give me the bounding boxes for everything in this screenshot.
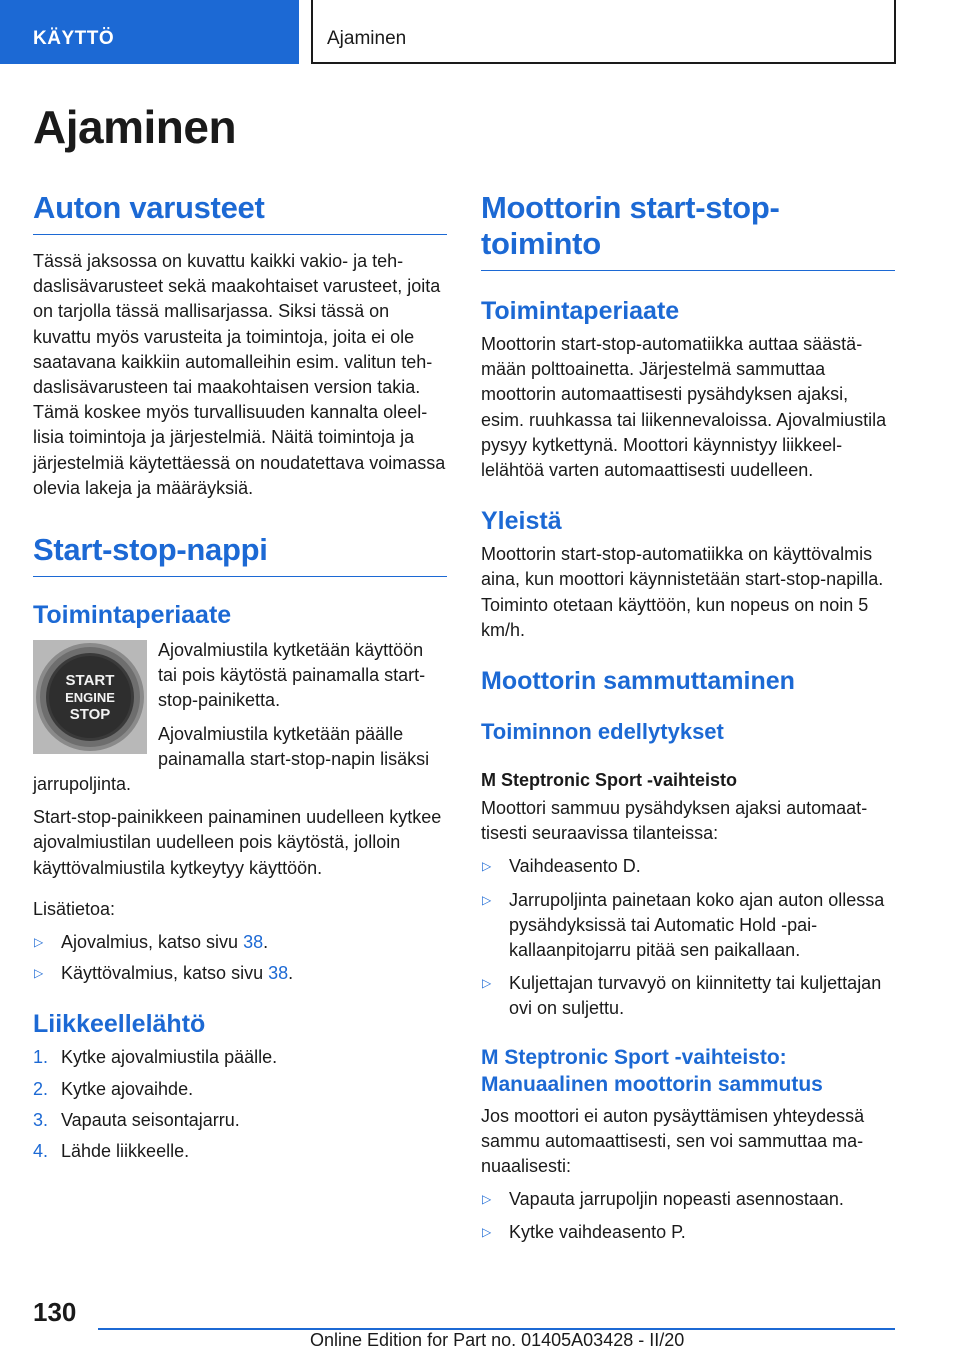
heading-engine-off: Moottorin sammuttaminen [481,667,795,696]
page-title: Ajaminen [33,101,237,153]
manual-steps-list [481,1187,895,1245]
list-item: ▷ Jarrupoljinta painetaan koko ajan auton ollessa pysähdyksissä tai Automatic Hold -paikallaanpitojarru pitää sen paikallaan. [482,889,885,961]
paragraph-principle-1: Ajovalmiustila kytketään käyttöön tai pois käytöstä painamalla start-stop-painiketta. [158,640,426,711]
paragraph-equipment: Tässä jaksossa on kuvattu kaikki vakio- ja tehdaslisävarusteet sekä maakohtaiset varusteet, joita on tarjolla tässä mallisarjassa. Siksi tässä on kuvattu myös varusteita ja toimintoja, joita ei ole saatavana kaikkiin automalleihin esim. valitun tehdaslisävarusteen tai maakohtaisen version takia. Tämä koskee myös turvallisuuden kannalta oleellisia toimintoja ja järjestelmiä. Näitä toimintoja ja järjestelmiä käytettäessä on noudatettava voimassa olevia lakeja ja määräyksiä. [33,251,446,498]
heading-equipment: Auton varusteet [33,190,447,235]
right-column [481,190,895,1246]
list-item: 4. Lähde liikkeelle. [33,1141,190,1162]
heading-manual-shutdown: M Steptronic Sport -vaihteisto: Manuaalinen moottorin sammutus [481,1045,823,1096]
bullet-triangle-icon: ▷ [482,1225,492,1240]
paragraph-principle-2: Ajovalmiustila kytketään päälle painamalla start-stop-napin lisäksi jarrupoljinta. [33,723,430,795]
paragraph-general: Moottorin start-stop-automatiikka on käyttövalmis aina, kun moottori käynnistetään start-stop-napilla. Toiminto otetaan käyttöön, kun nopeus on noin 5 km/h. [481,544,884,640]
principle-block [33,638,447,797]
list-item: ▷ Kytke vaihdeasento P. [481,1220,895,1245]
list-item: ▷ Vaihdeasento D. [481,854,895,879]
bullet-triangle-icon: ▷ [482,976,492,991]
paragraph-principle-3: Start-stop-painikkeen painaminen uudelleen kytkee ajovalmiustilan uudelleen pois käytöstä, jolloin käyttövalmiustila kytkeytyy käyttöön. [33,807,442,878]
heading-requirements: Toiminnon edellytykset [481,719,724,745]
bullet-triangle-icon: ▷ [34,966,44,981]
heading-general: Yleistä [481,507,562,536]
heading-start-stop-function: Moottorin start-stop-toiminto [481,190,895,271]
button-text-engine: ENGINE [65,690,115,706]
start-engine-stop-button-image [33,640,147,754]
paragraph-more-info: Lisätietoa: [33,898,116,919]
bullet-triangle-icon: ▷ [482,859,492,874]
list-item: ▷ Käyttövalmius, katso sivu 38. [33,961,447,986]
paragraph-manual: Jos moottori ei auton pysäyttämisen yhteydessä sammu automaattisesti, sen voi sammuttaa manuaalisesti: [481,1105,865,1177]
button-text-start: START [65,672,115,690]
footer-edition: Online Edition for Part no. 01405A03428 - II/20 [310,1330,685,1350]
paragraph-transmission: Moottori sammuu pysähdyksen ajaksi automaattisesti seuraavissa tilanteissa: [481,798,868,844]
page-number: 130 [33,1297,77,1327]
bullet-triangle-icon: ▷ [482,892,492,907]
more-info-list [33,930,447,986]
left-column [33,190,447,1164]
list-item: 2. Kytke ajovaihde. [33,1078,194,1099]
page-link[interactable]: 38 [243,932,264,953]
start-button-icon [33,640,147,754]
driving-steps-list [33,1045,447,1164]
bullet-triangle-icon: ▷ [34,935,44,950]
list-item: ▷ Ajovalmius, katso sivu 38. [33,930,447,955]
heading-start-stop-button: Start-stop-nappi [33,532,447,577]
list-item: 3. Vapauta seisontajarru. [33,1109,240,1130]
button-text-stop: STOP [69,706,111,724]
heading-driving-off: Liikkeellelähtö [33,1010,206,1039]
heading-principle-left: Toimintaperiaate [33,601,232,630]
paragraph-principle-right: Moottorin start-stop-automatiikka auttaa säästämään polttoainetta. Järjestelmä sammuttaa moottorin automaattisesti pysähdyksen ajaksi, esim. ruuhkassa tai liikennevaloissa. Ajovalmiustila pysyy kytkettynä. Moottori käynnistyy liikkeellelähtöä varten automaattisesti uudelleen. [481,334,887,481]
chapter-tab: Ajaminen [311,0,896,64]
bullet-triangle-icon: ▷ [482,1192,492,1207]
heading-principle-right: Toimintaperiaate [481,297,680,325]
page-link[interactable]: 38 [268,963,289,984]
heading-transmission: M Steptronic Sport -vaihteisto [481,770,738,791]
conditions-list [481,854,895,1021]
section-tab: KÄYTTÖ [0,0,299,64]
list-item: ▷ Vapauta jarrupoljin nopeasti asennostaan. [481,1187,895,1212]
list-item: 1. Kytke ajovalmiustila päälle. [33,1047,278,1068]
list-item: ▷ Kuljettajan turvavyö on kiinnitetty tai kuljettajan ovi on suljettu. [482,973,882,1019]
